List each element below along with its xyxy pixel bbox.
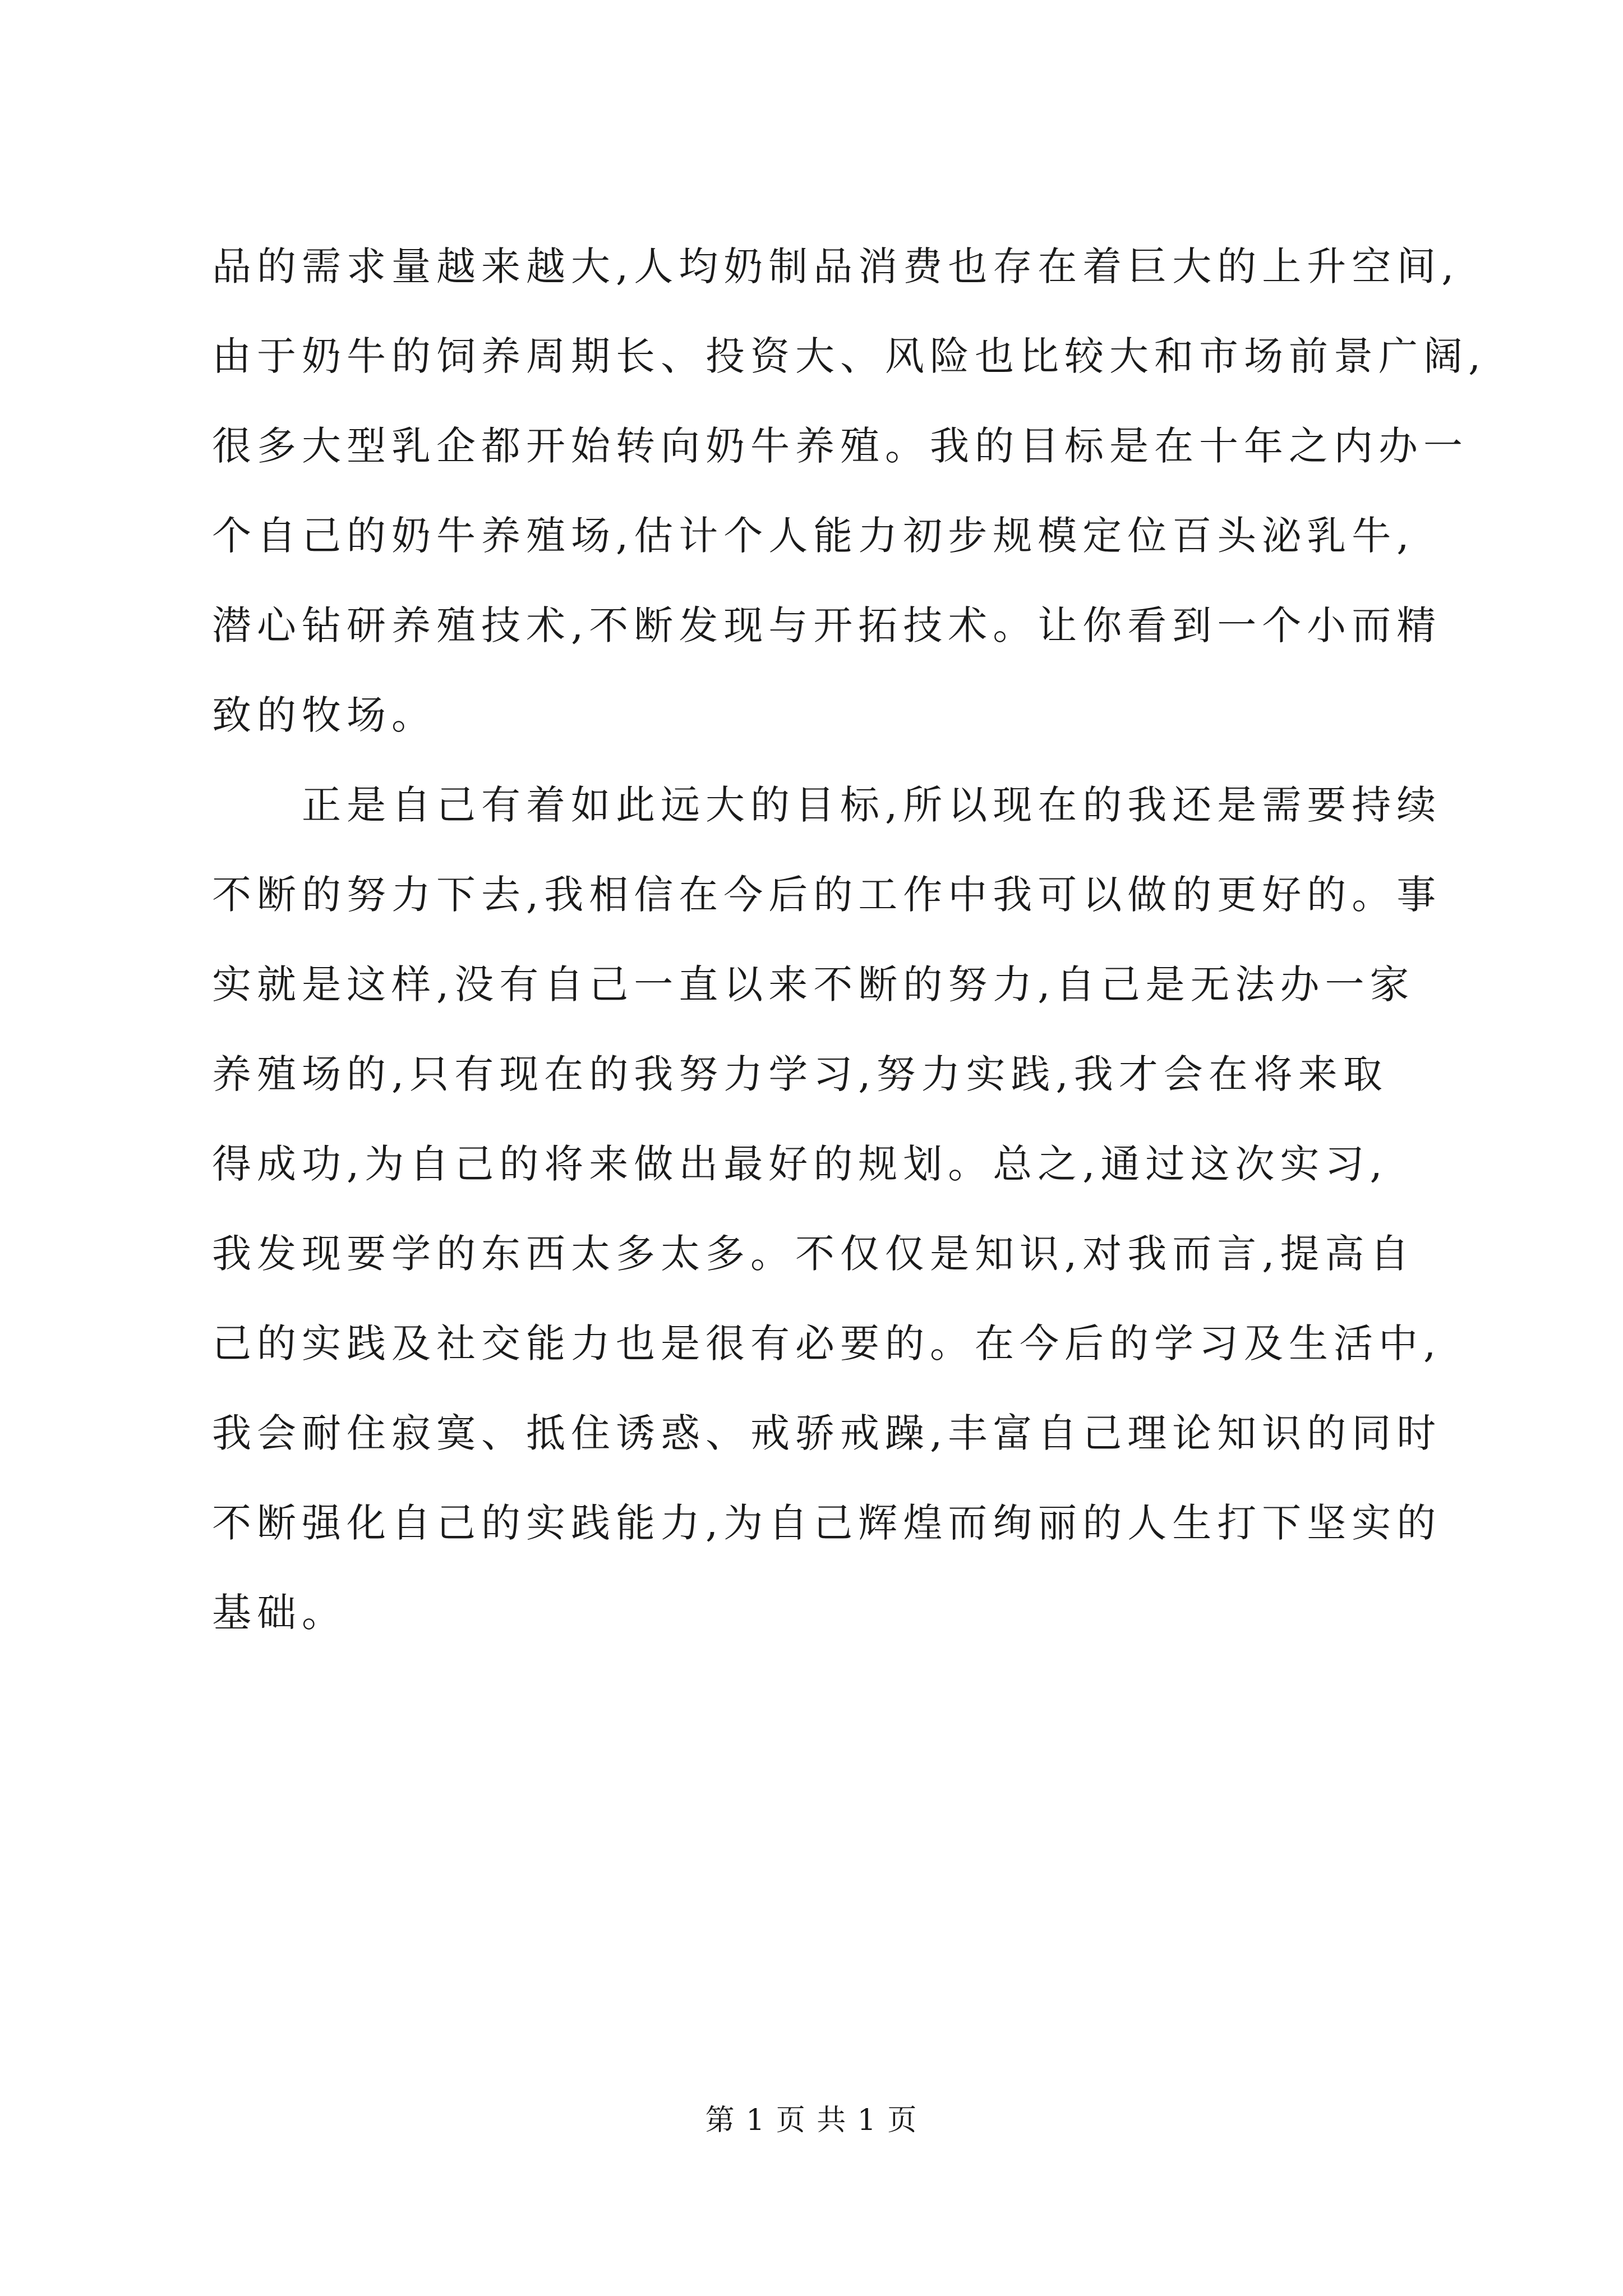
text-line: 不断的努力下去,我相信在今后的工作中我可以做的更好的。事 xyxy=(212,872,1442,918)
paragraph-2 xyxy=(212,760,1442,1658)
text-line: 由于奶牛的饲养周期长、投资大、风险也比较大和市场前景广阔, xyxy=(212,333,1487,379)
text-line-indented: 正是自己有着如此远大的目标,所以现在的我还是需要持续 xyxy=(302,782,1442,828)
document-body xyxy=(212,222,1487,1658)
page-number: 第 1 页 共 1 页 xyxy=(705,2104,918,2137)
text-line: 不断强化自己的实践能力,为自己辉煌而绚丽的人生打下坚实的 xyxy=(212,1500,1442,1546)
text-line: 潜心钻研养殖技术,不断发现与开拓技术。让你看到一个小而精 xyxy=(212,602,1442,648)
text-line: 致的牧场。 xyxy=(212,692,436,738)
text-line: 得成功,为自己的将来做出最好的规划。总之,通过这次实习, xyxy=(212,1141,1388,1187)
text-line: 很多大型乳企都开始转向奶牛养殖。我的目标是在十年之内办一 xyxy=(212,423,1468,469)
page-footer xyxy=(0,2101,1623,2140)
text-line: 己的实践及社交能力也是很有必要的。在今后的学习及生活中, xyxy=(212,1320,1442,1366)
text-line: 个自己的奶牛养殖场,估计个人能力初步规模定位百头泌乳牛, xyxy=(212,513,1415,559)
text-line: 实就是这样,没有自己一直以来不断的努力,自己是无法办一家 xyxy=(212,961,1415,1007)
text-line: 我会耐住寂寞、抵住诱惑、戒骄戒躁,丰富自己理论知识的同时 xyxy=(212,1410,1442,1456)
paragraph-1 xyxy=(212,222,1487,760)
text-line: 养殖场的,只有现在的我努力学习,努力实践,我才会在将来取 xyxy=(212,1051,1388,1097)
text-line: 我发现要学的东西太多太多。不仅仅是知识,对我而言,提高自 xyxy=(212,1231,1415,1277)
text-line: 基础。 xyxy=(212,1590,347,1636)
text-line: 品的需求量越来越大,人均奶制品消费也存在着巨大的上升空间, xyxy=(212,243,1460,289)
